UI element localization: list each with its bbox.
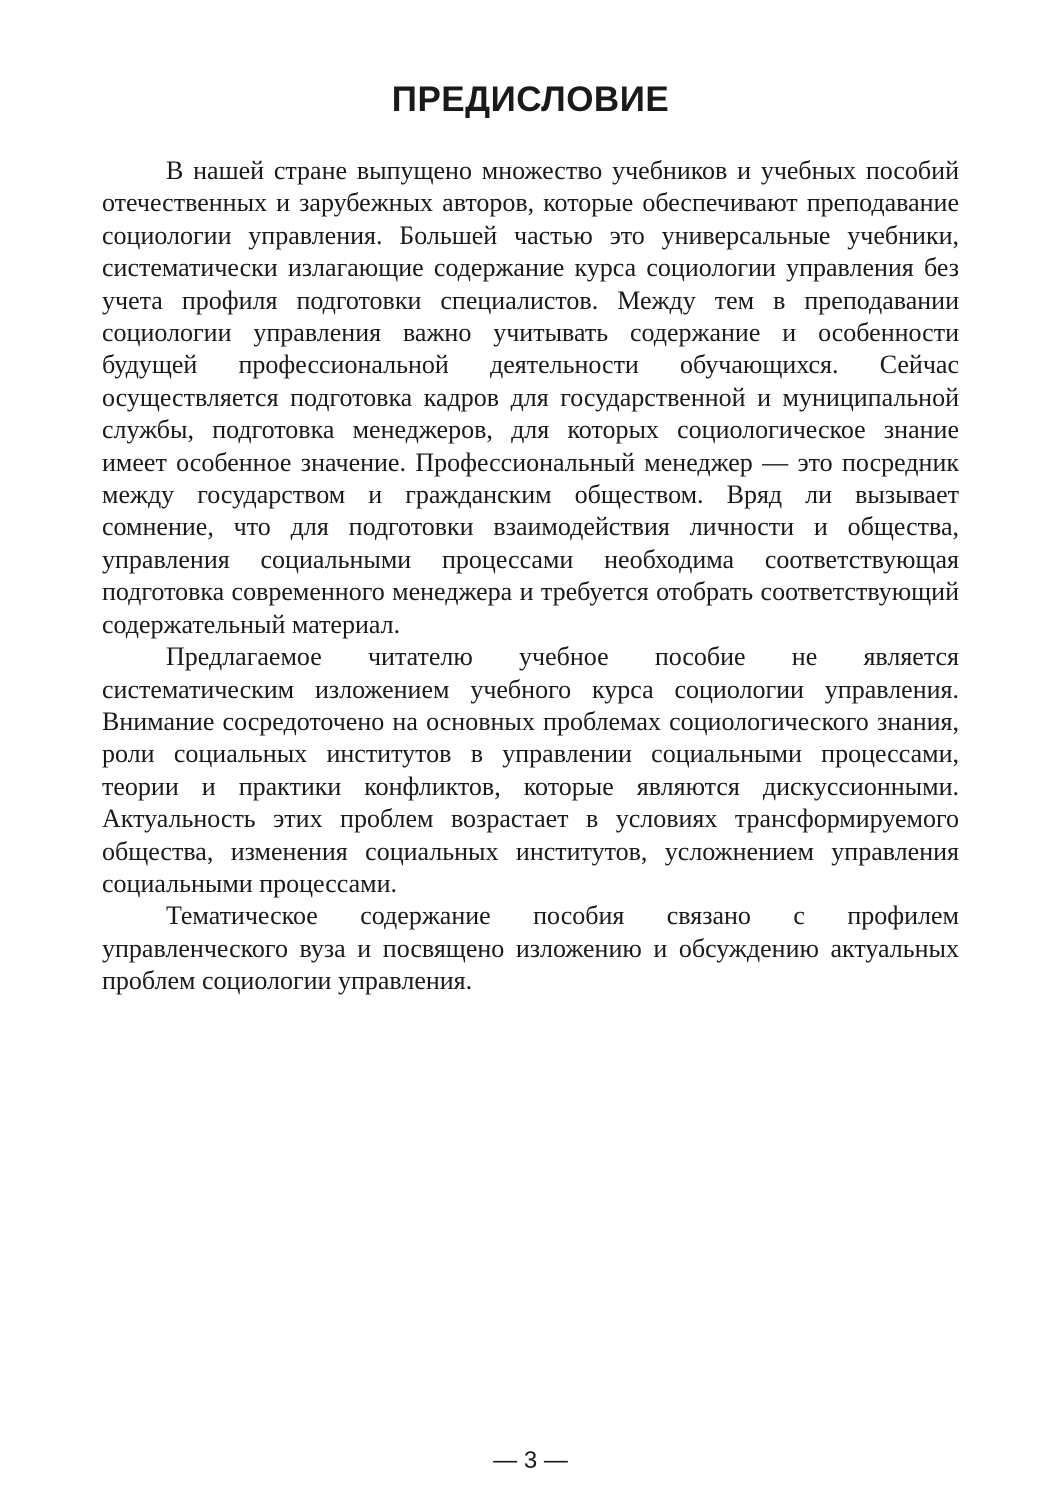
page-title: ПРЕДИСЛОВИЕ: [391, 80, 670, 119]
page-number: — 3 —: [493, 1447, 568, 1474]
body-text: [102, 155, 959, 998]
paragraph: Предлагаемое читателю учебное пособие не является систематическим изложением учебного курса социологии управления. Внимание сосредоточено на основных проблемах социологического знания, роли социальных институтов в управлении социальными процессами, теории и практики конфликтов, которые являются дискуссионными. Актуальность этих проблем возрастает в условиях трансформируемого общества, изменения социальных институтов, усложнением управления социальными процессами.: [102, 642, 959, 898]
paragraph: Тематическое содержание пособия связано с профилем управленческого вуза и посвящено изложению и обсуждению актуальных проблем социологии управления.: [102, 901, 959, 996]
paragraph: В нашей стране выпущено множество учебников и учебных пособий отечественных и зарубежных авторов, которые обеспечивают преподавание социологии управления. Большей частью это универсальные учебники, систематически излагающие содержание курса социологии управления без учета профиля подготовки специалистов. Между тем в преподавании социологии управления важно учитывать содержание и особенности будущей профессиональной деятельности обучающихся. Сейчас осуществляется подготовка кадров для государственной и муниципальной службы, подготовка менеджеров, для которых социологическое знание имеет особенное значение. Профессиональный менеджер — это посредник между государством и гражданским обществом. Вряд ли вызывает сомнение, что для подготовки взаимодействия личности и общества, управления социальными процессами необходима соответствующая подготовка современного менеджера и требуется отобрать соответствующий содержательный материал.: [102, 156, 959, 639]
